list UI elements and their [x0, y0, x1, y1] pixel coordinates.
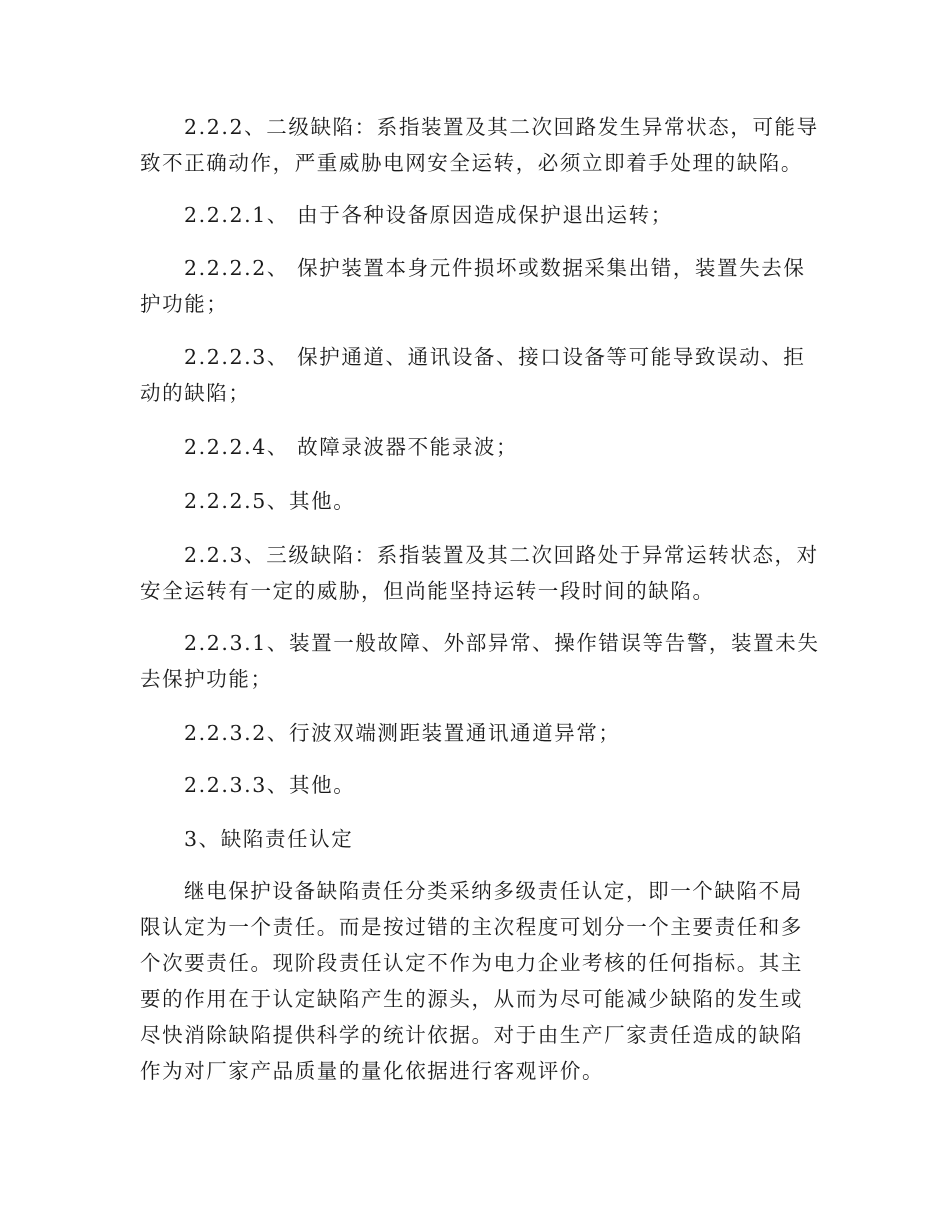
paragraph-2-2-2-5: 2.2.2.5、其他。	[184, 489, 356, 513]
paragraph-2-2-2-3: 2.2.2.3、 保护通道、通讯设备、接口设备等可能导致误动、拒动的缺陷；	[140, 345, 806, 405]
paragraph-2-2-3-2: 2.2.3.2、行波双端测距装置通讯通道异常；	[184, 721, 621, 745]
section-heading-3: 3、缺陷责任认定	[184, 827, 354, 851]
paragraph-2-2-2: 2.2.2、二级缺陷：系指装置及其二次回路发生异常状态，可能导致不正确动作，严重威胁电网安全运转，必须立即着手处理的缺陷。	[140, 115, 819, 175]
paragraph-responsibility: 继电保护设备缺陷责任分类采纳多级责任认定，即一个缺陷不局限认定为一个责任。而是按过错的主次程度可划分一个主要责任和多个次要责任。现阶段责任认定不作为电力企业考核的任何指标。其主要的作用在于认定缺陷产生的源头，从而为尽可能减少缺陷的发生或尽快消除缺陷提供科学的统计依据。对于由生产厂家责任造成的缺陷作为对厂家产品质量的量化依据进行客观评价。	[140, 879, 803, 1083]
paragraph-2-2-3-1: 2.2.3.1、装置一般故障、外部异常、操作错误等告警，装置未失去保护功能；	[140, 631, 820, 691]
paragraph-2-2-3: 2.2.3、三级缺陷：系指装置及其二次回路处于异常运转状态，对安全运转有一定的威胁，但尚能坚持运转一段时间的缺陷。	[140, 543, 819, 603]
paragraph-2-2-2-1: 2.2.2.1、 由于各种设备原因造成保护退出运转；	[184, 203, 673, 227]
paragraph-2-2-2-4: 2.2.2.4、 故障录波器不能录波；	[184, 435, 519, 459]
paragraph-2-2-2-2: 2.2.2.2、 保护装置本身元件损坏或数据采集出错，装置失去保护功能；	[140, 256, 806, 316]
paragraph-2-2-3-3: 2.2.3.3、其他。	[184, 773, 356, 797]
